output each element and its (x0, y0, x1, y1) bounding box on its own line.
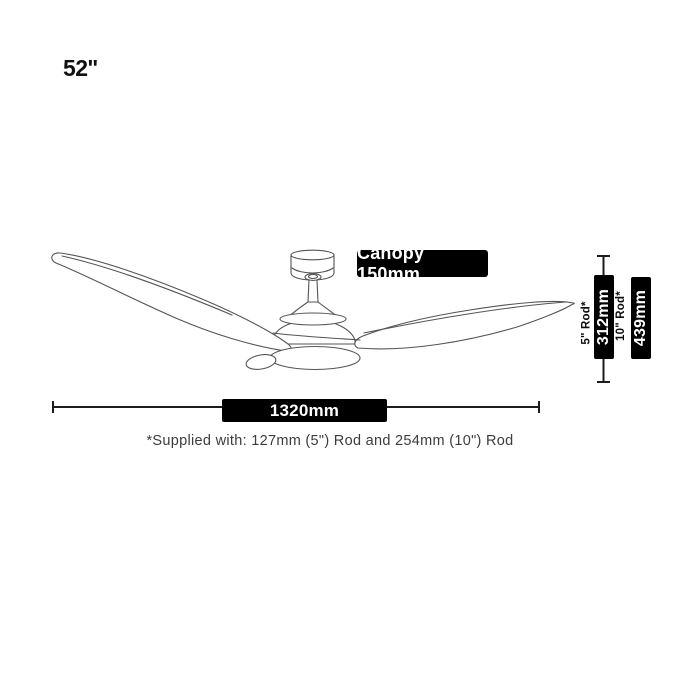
supplied-rods-footnote: *Supplied with: 127mm (5") Rod and 254mm (10") Rod (146, 433, 514, 449)
height-312-badge: 312mm (594, 275, 614, 359)
height-439-badge: 439mm (631, 277, 651, 359)
downrod-drawing (308, 280, 318, 302)
canopy-dimension-badge: Canopy 150mm (357, 250, 488, 277)
blade-front-tip (245, 353, 277, 372)
rod5-length-label: 5" Rod* (581, 301, 593, 345)
width-dimension-badge: 1320mm (222, 399, 387, 422)
blade-left (52, 253, 291, 351)
motor-drawing (273, 302, 355, 344)
rod10-length-label: 10" Rod* (615, 290, 627, 341)
canopy-drawing (291, 250, 334, 280)
light-cover-ellipse (270, 347, 360, 370)
fan-size-label: 52'' (63, 55, 98, 81)
blade-right (355, 301, 574, 348)
